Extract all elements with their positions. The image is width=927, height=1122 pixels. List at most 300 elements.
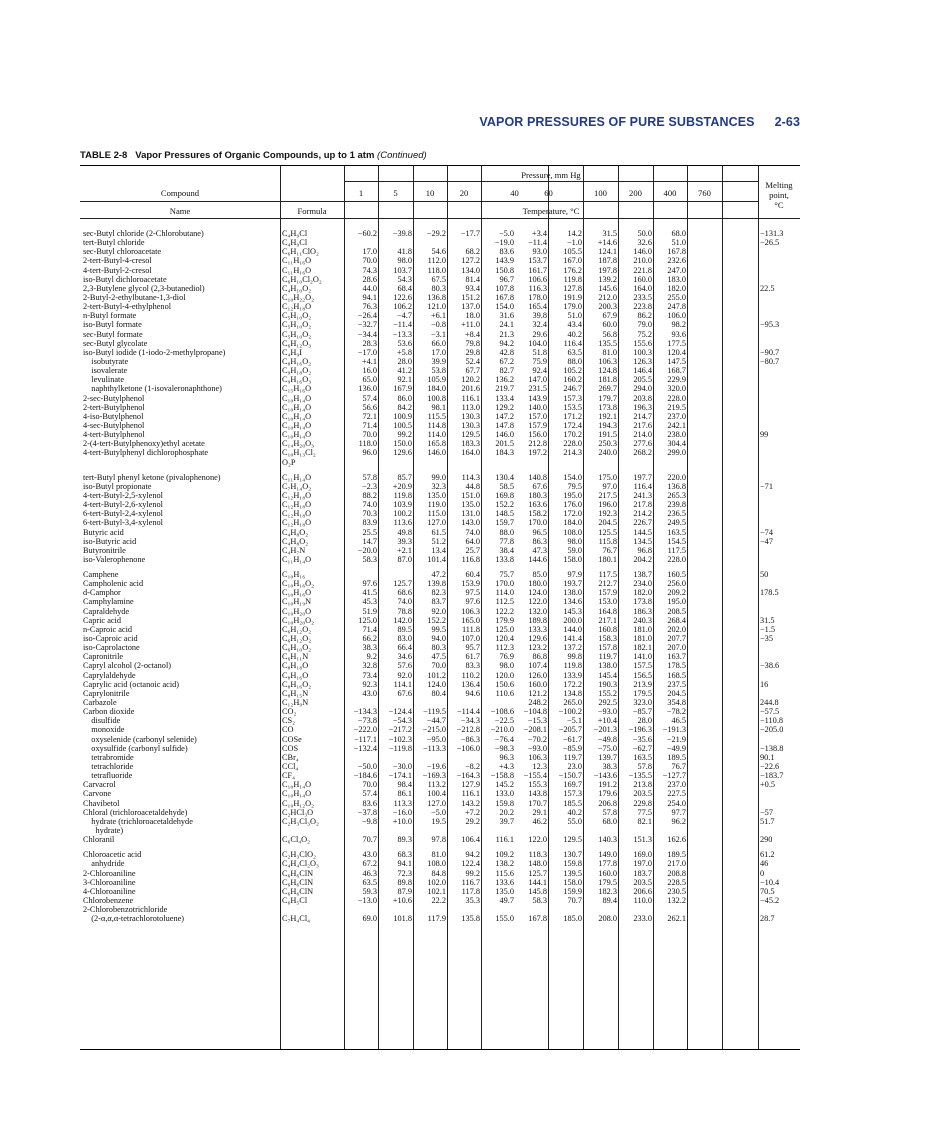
- compound-formula: C₁₀H₂₀O: [282, 606, 312, 616]
- temperature-value: 118.0: [427, 265, 446, 275]
- temperature-value: 113.6: [393, 518, 412, 528]
- temperature-value: 76.7: [602, 545, 617, 555]
- temperature-value: 120.2: [461, 375, 480, 385]
- temperature-value: 217.5: [598, 490, 617, 500]
- compound-name: Chavibetol: [83, 798, 120, 808]
- temperature-value: −26.4: [357, 311, 377, 321]
- temperature-value: 125.0: [495, 624, 514, 634]
- temperature-value: 134.5: [633, 536, 652, 546]
- table-row: [80, 570, 800, 579]
- temperature-value: 97.9: [567, 570, 582, 580]
- temperature-value: 191.9: [563, 292, 582, 302]
- temperature-value: 46.5: [671, 716, 686, 726]
- temperature-value: 97.6: [362, 579, 377, 589]
- compound-name: anhydride: [83, 859, 125, 869]
- temperature-value: 171.2: [563, 411, 582, 421]
- temperature-value: 203.5: [633, 789, 652, 799]
- temperature-value: 146.4: [633, 366, 652, 376]
- temperature-value: 113.2: [427, 780, 446, 790]
- temperature-value: 86.1: [397, 789, 412, 799]
- temperature-value: 66.2: [362, 634, 377, 644]
- temperature-value: 135.0: [461, 500, 480, 510]
- temperature-value: 197.7: [633, 472, 652, 482]
- table-row: [80, 482, 800, 491]
- temperature-value: 50.0: [637, 229, 652, 238]
- temperature-value: −22.5: [494, 716, 514, 726]
- temperature-value: 159.8: [563, 859, 582, 869]
- temperature-value: 126.0: [528, 670, 547, 680]
- compound-name: 2-Chloroaniline: [83, 868, 136, 878]
- compound-name: (2-α,α,α-tetrachlorotoluene): [83, 914, 185, 924]
- temperature-value: 119.8: [563, 661, 582, 671]
- temperature-value: 146.0: [427, 448, 446, 458]
- temperature-value: 158.0: [563, 877, 582, 887]
- temperature-value: 46.3: [362, 868, 377, 878]
- temperature-value: 70.3: [362, 509, 377, 519]
- temperature-value: 45.3: [362, 597, 377, 607]
- temperature-value: 139.2: [598, 274, 617, 284]
- compound-formula: C₁₁H₁₄O: [282, 554, 312, 564]
- temperature-value: −113.3: [422, 743, 446, 753]
- temperature-value: 96.3: [499, 752, 514, 762]
- temperature-value: 150.0: [393, 439, 412, 449]
- compound-name: 4-tert-Butylphenol: [83, 430, 145, 440]
- temperature-value: 92.0: [397, 670, 412, 680]
- temperature-value: 139.5: [563, 868, 582, 878]
- temperature-value: 153.5: [563, 402, 582, 412]
- temperature-value: 55.0: [567, 816, 582, 826]
- temperature-value: 170.7: [528, 798, 547, 808]
- temperature-value: 165.0: [461, 615, 480, 625]
- table-row: [80, 284, 800, 293]
- temperature-value: 183.0: [667, 274, 686, 284]
- temperature-value: 236.5: [667, 509, 686, 519]
- temperature-value: 46.2: [532, 816, 547, 826]
- temperature-value: −0.8: [430, 320, 446, 330]
- temperature-value: −11.4: [393, 320, 412, 330]
- temperature-value: −191.3: [662, 725, 686, 735]
- temperature-value: −73.8: [357, 716, 377, 726]
- temperature-value: 81.0: [602, 347, 617, 357]
- temperature-value: 139.7: [598, 752, 617, 762]
- pressure-header: Pressure, mm Hg: [521, 170, 581, 180]
- temperature-value: −117.1: [353, 734, 377, 744]
- compound-formula: C₆Cl₄O₂: [282, 835, 311, 845]
- temperature-value: 206.6: [633, 886, 652, 896]
- temperature-value: 135.0: [495, 886, 514, 896]
- table-row: [80, 375, 800, 384]
- melting-point: −22.6: [760, 762, 780, 772]
- temperature-value: 119.8: [393, 490, 412, 500]
- temperature-value: 104.0: [528, 338, 547, 348]
- temperature-value: 79.0: [637, 320, 652, 330]
- compound-name: iso-Caprolactone: [83, 643, 140, 653]
- temperature-value: 323.0: [633, 698, 652, 708]
- compound-name: Capraldehyde: [83, 606, 130, 616]
- melting-point: −205.0: [760, 725, 784, 735]
- temperature-value: 96.7: [499, 274, 514, 284]
- table-row: [80, 394, 800, 403]
- pressure-col-60: 60: [544, 188, 553, 198]
- temperature-value: 136.8: [427, 292, 446, 302]
- melting-point: 90.1: [760, 752, 775, 762]
- table-row: [80, 421, 800, 430]
- compound-formula: C₆H₆ClN: [282, 868, 314, 878]
- temperature-value: 217.6: [633, 420, 652, 430]
- melting-point: −45.2: [760, 895, 780, 905]
- compound-formula: C₁₀H₁₄O: [282, 393, 312, 403]
- temperature-value: 56.8: [602, 329, 617, 339]
- temperature-value: 83.6: [362, 798, 377, 808]
- temperature-value: −44.7: [426, 716, 446, 726]
- compound-name: iso-Caproic acid: [83, 634, 138, 644]
- temperature-value: 179.7: [598, 393, 617, 403]
- temperature-value: 179.9: [495, 615, 514, 625]
- compound-formula: C₁₅H₁₆O: [282, 384, 312, 394]
- table-row: [80, 500, 800, 509]
- table-row: [80, 735, 800, 744]
- temperature-value: 133.6: [495, 877, 514, 887]
- temperature-value: 106.3: [528, 752, 547, 762]
- compound-formula: C₄H₉I: [282, 347, 303, 357]
- temperature-value: 49.7: [499, 895, 514, 905]
- melting-point: 290: [760, 835, 773, 845]
- temperature-value: 177.5: [667, 338, 686, 348]
- temperature-value: 170.0: [495, 579, 514, 589]
- compound-formula: C₁₁H₁₆O: [282, 265, 312, 275]
- compound-formula: C₅H₁₀O₂: [282, 311, 312, 321]
- temperature-value: −13.0: [357, 895, 377, 905]
- temperature-value: 105.9: [427, 375, 446, 385]
- compound-name: iso-Valerophenone: [83, 554, 146, 564]
- compound-formula: C₄H₇N: [282, 545, 306, 555]
- temperature-value: 89.4: [602, 895, 617, 905]
- temperature-value: −5.0: [430, 807, 446, 817]
- compound-formula: C₂HCl₃O: [282, 807, 314, 817]
- compound-formula: C₆H₆ClN: [282, 877, 314, 887]
- temperature-value: 153.0: [598, 597, 617, 607]
- compound-formula: C₁₂H₁₈O: [282, 500, 312, 510]
- melting-point: −138.8: [760, 743, 784, 753]
- temperature-value: 249.5: [667, 518, 686, 528]
- temperature-value: +6.1: [430, 311, 446, 321]
- temperature-value: 160.8: [598, 624, 617, 634]
- temperature-value: 158.2: [528, 509, 547, 519]
- table-row: [80, 789, 800, 798]
- temperature-value: 140.3: [598, 835, 617, 845]
- temperature-value: 179.5: [633, 688, 652, 698]
- temperature-value: 129.6: [528, 634, 547, 644]
- temperature-value: 173.8: [598, 402, 617, 412]
- temperature-value: 196.3: [633, 402, 652, 412]
- temperature-value: 54.6: [431, 247, 446, 257]
- temperature-value: 159.9: [563, 886, 582, 896]
- compound-name: monoxide: [83, 725, 125, 735]
- temperature-value: −217.2: [388, 725, 412, 735]
- temperature-value: 83.0: [397, 634, 412, 644]
- compound-formula: C₁₀H₁₄O: [282, 780, 312, 790]
- temperature-value: 163.5: [633, 752, 652, 762]
- table-row: [80, 634, 800, 643]
- melting-point: 28.7: [760, 914, 775, 924]
- temperature-value: 134.0: [461, 265, 480, 275]
- temperature-value: 81.0: [431, 850, 446, 860]
- temperature-value: 43.0: [362, 688, 377, 698]
- temperature-value: −155.4: [523, 771, 547, 781]
- temperature-value: 138.0: [598, 661, 617, 671]
- compound-formula: C₆H₁₁ClO₂: [282, 247, 319, 257]
- compound-formula: C₆H₁₀Cl₂O₂: [282, 274, 322, 284]
- melting-point: 61.2: [760, 850, 775, 860]
- temperature-value: 57.6: [397, 661, 412, 671]
- temperature-value: −3.1: [430, 329, 446, 339]
- table-row: [80, 597, 800, 606]
- temperature-value: −114.4: [456, 707, 480, 717]
- compound-formula: C₆H₁₁N: [282, 652, 309, 662]
- temperature-value: 140.8: [528, 472, 547, 482]
- table-row: [80, 458, 800, 467]
- temperature-value: 169.0: [633, 850, 652, 860]
- temperature-value: 114.8: [427, 420, 446, 430]
- compound-name: hydrate): [83, 826, 124, 835]
- pressure-col-5: 5: [393, 188, 398, 198]
- temperature-value: −49.8: [597, 734, 617, 744]
- temperature-value: −11.4: [528, 238, 547, 248]
- temperature-value: 86.2: [637, 311, 652, 321]
- temperature-value: 114.1: [393, 679, 412, 689]
- table-row: [80, 698, 800, 707]
- temperature-value: −196.3: [628, 725, 652, 735]
- table-row: [80, 869, 800, 878]
- temperature-value: 200.0: [563, 615, 582, 625]
- table-row: [80, 229, 800, 238]
- table-row: [80, 348, 800, 357]
- table-row: [80, 707, 800, 716]
- compound-formula: C₂H₃Cl₃O₂: [282, 816, 319, 826]
- temperature-value: 145.8: [528, 886, 547, 896]
- table-row: [80, 616, 800, 625]
- temperature-value: 156.5: [633, 670, 652, 680]
- temperature-value: 144.0: [563, 624, 582, 634]
- temperature-value: 29.6: [532, 329, 547, 339]
- temperature-value: 162.6: [667, 835, 686, 845]
- temperature-value: 76.9: [499, 652, 514, 662]
- temperature-value: 208.0: [598, 914, 617, 924]
- temperature-value: 120.4: [667, 347, 686, 357]
- temperature-value: +11.0: [461, 320, 480, 330]
- temperature-header: Temperature, °C: [522, 206, 580, 216]
- melting-point: 46: [760, 859, 769, 869]
- temperature-value: 179.6: [598, 789, 617, 799]
- temperature-value: 181.8: [598, 375, 617, 385]
- temperature-value: 129.6: [393, 448, 412, 458]
- compound-name: 2,3-Butylene glycol (2,3-butanediol): [83, 283, 205, 293]
- temperature-value: 170.2: [563, 430, 582, 440]
- temperature-value: 141.4: [563, 634, 582, 644]
- temperature-value: −134.3: [353, 707, 377, 717]
- compound-name: Carvacrol: [83, 780, 116, 790]
- temperature-value: 223.8: [633, 302, 652, 312]
- temperature-value: 112.3: [495, 643, 514, 653]
- temperature-value: 23.0: [567, 762, 582, 772]
- table-row: [80, 850, 800, 859]
- temperature-value: −1.0: [566, 238, 582, 248]
- compound-formula: C₅H₁₀O₂: [282, 329, 312, 339]
- temperature-value: 186.3: [633, 606, 652, 616]
- temperature-value: 59.0: [567, 545, 582, 555]
- compound-name: tetrachloride: [83, 762, 134, 772]
- temperature-value: +5.8: [396, 347, 412, 357]
- temperature-value: 98.4: [397, 780, 412, 790]
- temperature-value: −164.3: [456, 771, 480, 781]
- temperature-value: 149.0: [598, 850, 617, 860]
- temperature-value: 13.4: [431, 545, 446, 555]
- compound-name: Camphylamine: [83, 597, 134, 607]
- temperature-value: 190.3: [598, 679, 617, 689]
- melting-point: 31.5: [760, 615, 775, 625]
- temperature-value: 94.2: [465, 850, 480, 860]
- temperature-value: 116.3: [528, 283, 547, 293]
- temperature-value: 161.7: [528, 265, 547, 275]
- temperature-value: 147.8: [495, 420, 514, 430]
- temperature-value: 83.9: [362, 518, 377, 528]
- temperature-value: 125.7: [528, 868, 547, 878]
- temperature-value: 180.0: [528, 579, 547, 589]
- pressure-col-200: 200: [629, 188, 642, 198]
- temperature-value: 125.5: [598, 527, 617, 537]
- compound-name: 4-Chloroaniline: [83, 886, 136, 896]
- temperature-value: 99.2: [397, 430, 412, 440]
- temperature-value: 51.9: [362, 606, 377, 616]
- compound-formula: C₁₀H₁₆: [282, 570, 306, 580]
- temperature-value: 69.0: [362, 914, 377, 924]
- temperature-value: 53.6: [397, 338, 412, 348]
- temperature-value: 178.0: [528, 292, 547, 302]
- table-row: [80, 546, 800, 555]
- temperature-value: 98.0: [499, 661, 514, 671]
- temperature-value: 51.0: [567, 311, 582, 321]
- temperature-value: 99.5: [431, 624, 446, 634]
- temperature-value: 158.3: [598, 634, 617, 644]
- temperature-value: 41.5: [362, 588, 377, 598]
- temperature-value: 83.6: [499, 247, 514, 257]
- temperature-value: 51.8: [532, 347, 547, 357]
- temperature-value: −62.7: [632, 743, 652, 753]
- temperature-value: 118.0: [358, 439, 377, 449]
- temperature-value: 250.3: [598, 439, 617, 449]
- melting-point: −38.6: [760, 661, 780, 671]
- compound-formula: C₁₂H₉N: [282, 698, 309, 708]
- temperature-value: −60.2: [357, 229, 377, 238]
- temperature-value: 150.8: [495, 265, 514, 275]
- temperature-value: 100.3: [633, 347, 652, 357]
- melting-point: −183.7: [760, 771, 784, 781]
- temperature-value: −15.3: [527, 716, 547, 726]
- running-header: [0, 115, 800, 129]
- temperature-value: 49.8: [397, 527, 412, 537]
- compound-formula: C₆H₁₂O₂: [282, 624, 312, 634]
- temperature-value: 97.0: [602, 481, 617, 491]
- melting-point: 50: [760, 570, 769, 580]
- temperature-value: 16.0: [362, 366, 377, 376]
- pressure-col-40: 40: [510, 188, 519, 198]
- temperature-value: 97.6: [465, 597, 480, 607]
- temperature-value: 127.0: [427, 798, 446, 808]
- temperature-value: 133.4: [495, 393, 514, 403]
- temperature-value: 135.0: [427, 490, 446, 500]
- temperature-value: 219.7: [495, 384, 514, 394]
- temperature-value: −102.3: [388, 734, 412, 744]
- temperature-value: 47.3: [532, 545, 547, 555]
- temperature-value: 115.5: [427, 411, 446, 421]
- temperature-value: 220.0: [667, 472, 686, 482]
- temperature-value: −49.9: [666, 743, 686, 753]
- compound-formula: C₁₄H₂₀O₃: [282, 439, 314, 449]
- temperature-value: 56.6: [362, 402, 377, 412]
- temperature-value: 127.2: [461, 256, 480, 266]
- temperature-value: 136.2: [495, 375, 514, 385]
- temperature-value: 299.0: [667, 448, 686, 458]
- temperature-value: −61.7: [562, 734, 582, 744]
- temperature-value: 129.5: [563, 835, 582, 845]
- temperature-value: −37.8: [357, 807, 377, 817]
- temperature-value: 39.3: [397, 536, 412, 546]
- temperature-value: 181.0: [633, 634, 652, 644]
- temperature-value: 94.6: [465, 688, 480, 698]
- temperature-value: 79.8: [465, 338, 480, 348]
- temperature-value: 158.0: [563, 554, 582, 564]
- temperature-value: 147.5: [667, 356, 686, 366]
- temperature-value: 143.9: [495, 256, 514, 266]
- temperature-value: 74.0: [465, 527, 480, 537]
- temperature-value: 126.3: [633, 356, 652, 366]
- temperature-value: 217.1: [598, 615, 617, 625]
- table-row: [80, 771, 800, 780]
- temperature-value: 203.5: [633, 877, 652, 887]
- table-row: [80, 914, 800, 923]
- compound-formula: C₄H₁₀O₂: [282, 283, 312, 293]
- table-row: [80, 412, 800, 421]
- temperature-value: 77.8: [499, 536, 514, 546]
- compound-name: Chlorobenzene: [83, 895, 134, 905]
- temperature-value: 203.8: [633, 393, 652, 403]
- temperature-value: 47.2: [431, 570, 446, 580]
- temperature-value: 177.8: [598, 859, 617, 869]
- temperature-value: 294.0: [633, 384, 652, 394]
- table-row: [80, 528, 800, 537]
- temperature-value: 60.4: [465, 570, 480, 580]
- temperature-value: 68.3: [397, 850, 412, 860]
- compound-name: Capric acid: [83, 615, 122, 625]
- temperature-value: 227.5: [667, 789, 686, 799]
- temperature-value: 100.2: [393, 509, 412, 519]
- temperature-value: 66.0: [431, 338, 446, 348]
- temperature-value: 106.3: [598, 356, 617, 366]
- compound-formula: CF₄: [282, 771, 296, 781]
- temperature-value: 113.0: [461, 402, 480, 412]
- temperature-value: 173.8: [633, 597, 652, 607]
- table-row: [80, 448, 800, 457]
- formula-header: Formula: [297, 206, 327, 216]
- compound-name: isobutyrate: [83, 356, 129, 366]
- table-row: [80, 357, 800, 366]
- temperature-value: 82.7: [499, 366, 514, 376]
- table-row: [80, 518, 800, 527]
- table-row: [80, 716, 800, 725]
- compound-formula: COSe: [282, 734, 302, 744]
- melting-point: 99: [760, 430, 769, 440]
- temperature-value: 103.9: [393, 500, 412, 510]
